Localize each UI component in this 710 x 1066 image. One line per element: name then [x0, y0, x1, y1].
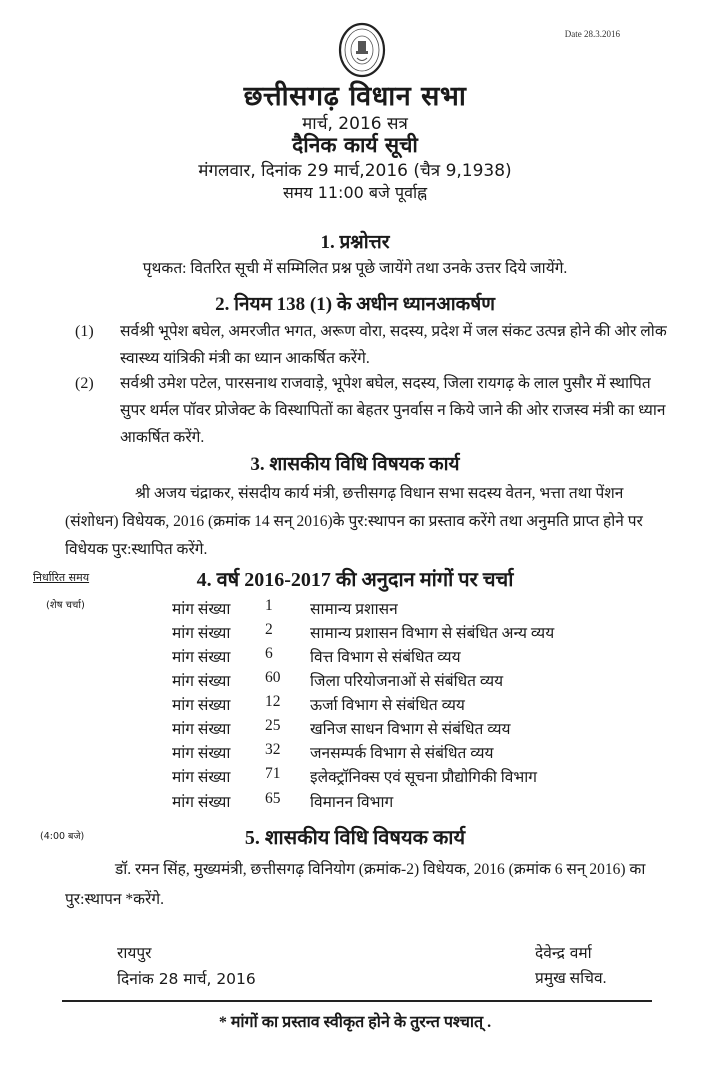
demand-description: ऊर्जा विभाग से संबंधित व्यय	[310, 697, 465, 714]
calling-attention-item: सर्वश्री भूपेश बघेल, अमरजीत भगत, अरूण वोरा, सदस्य, प्रदेश में जल संकट उत्पन्न होने की ओर लोक स्वास्थ्य यांत्रिकी मंत्री का ध्यान आकर्षित करेंगे.	[120, 323, 667, 367]
demand-label: मांग संख्या	[172, 625, 231, 642]
signer-title: प्रमुख सचिव.	[535, 970, 607, 987]
footer-divider	[62, 1000, 652, 1002]
place: रायपुर	[117, 944, 152, 962]
section-5-time: (4:00 बजे)	[40, 831, 85, 842]
demand-description: विमानन विभाग	[310, 794, 394, 811]
section-3-heading: 3. शासकीय विधि विषयक कार्य	[250, 454, 460, 475]
demand-number: 25	[265, 717, 281, 734]
demand-description: जनसम्पर्क विभाग से संबंधित व्यय	[310, 745, 494, 762]
item-number: (2)	[75, 375, 94, 392]
remaining-discussion-note: (शेष चर्चा)	[46, 600, 85, 611]
demand-label: मांग संख्या	[172, 769, 231, 786]
demand-number: 6	[265, 645, 273, 662]
demand-label: मांग संख्या	[172, 697, 231, 714]
section-1-heading: 1. प्रश्नोत्तर	[320, 232, 390, 253]
demand-label: मांग संख्या	[172, 745, 231, 762]
section-1-text: पृथकत: वितरित सूची में सम्मिलित प्रश्न पूछे जायेंगे तथा उनके उत्तर दिये जायेंगे.	[142, 260, 568, 277]
calling-attention-item: सर्वश्री उमेश पटेल, पारसनाथ राजवाड़े, भूपेश बघेल, सदस्य, जिला रायगढ़ के लाल पुसौर में स्थापित सुपर थर्मल पॉवर प्रोजेक्ट के विस्थापितों का बेहतर पुनर्वास न किये जाने की ओर राजस्व मंत्री का ध्यान आकर्षित करेंगे.	[120, 375, 666, 446]
demand-number: 65	[265, 790, 281, 807]
section-5-text: डॉ. रमन सिंह, मुख्यमंत्री, छत्तीसगढ़ विनियोग (क्रमांक-2) विधेयक, 2016 (क्रमांक 6 सन् 2016) का पुर:स्थापन *करेंगे.	[65, 861, 646, 908]
demand-label: मांग संख्या	[172, 673, 231, 690]
demand-number: 71	[265, 765, 281, 782]
assembly-title: छत्तीसगढ़ विधान सभा	[243, 81, 467, 112]
demand-description: सामान्य प्रशासन विभाग से संबंधित अन्य व्यय	[310, 625, 555, 642]
section-4-heading: 4. वर्ष 2016-2017 की अनुदान मांगों पर चर्चा	[196, 569, 514, 591]
demand-description: वित्त विभाग से संबंधित व्यय	[310, 649, 461, 666]
demand-number: 60	[265, 669, 281, 686]
demand-label: मांग संख्या	[172, 601, 231, 618]
demand-description: जिला परियोजनाओं से संबंधित व्यय	[310, 673, 504, 690]
demand-number: 1	[265, 597, 273, 614]
session-label: मार्च, 2016 सत्र	[302, 114, 408, 134]
demand-number: 12	[265, 693, 281, 710]
issue-date: दिनांक 28 मार्च, 2016	[117, 970, 256, 988]
demand-label: मांग संख्या	[172, 721, 231, 738]
sitting-time: समय 11:00 बजे पूर्वाह्न	[282, 183, 428, 202]
demand-description: खनिज साधन विभाग से संबंधित व्यय	[310, 721, 511, 738]
agenda-title: दैनिक कार्य सूची	[292, 133, 418, 157]
section-3-text: श्री अजय चंद्राकर, संसदीय कार्य मंत्री, छत्तीसगढ़ विधान सभा सदस्य वेतन, भत्ता तथा पेंशन (संशोधन) विधेयक, 2016 (क्रमांक 14 सन् 2016)के पुर:स्थापन का प्रस्ताव करेंगे तथा अनुमति प्राप्त होने पर विधेयक पुर:स्थापित करेंगे.	[65, 485, 643, 558]
section-5-heading: 5. शासकीय विधि विषयक कार्य	[244, 827, 466, 849]
sitting-date: मंगलवार, दिनांक 29 मार्च,2016 (चैत्र 9,1938)	[198, 161, 512, 181]
demand-label: मांग संख्या	[172, 794, 231, 811]
demand-description: इलेक्ट्रॉनिक्स एवं सूचना प्रौद्योगिकी विभाग	[310, 769, 538, 786]
date-stamp: Date 28.3.2016	[564, 29, 620, 39]
legislative-assembly-emblem-icon	[338, 22, 386, 84]
demand-number: 2	[265, 621, 273, 638]
section-2-heading: 2. नियम 138 (1) के अधीन ध्यानआकर्षण	[215, 294, 495, 315]
scheduled-time-label: निर्धारित समय	[33, 571, 90, 584]
footnote: * मांगों का प्रस्ताव स्वीकृत होने के तुरन्त पश्चात् .	[218, 1014, 492, 1031]
demand-label: मांग संख्या	[172, 649, 231, 666]
signer-name: देवेन्द्र वर्मा	[535, 944, 592, 962]
demand-description: सामान्य प्रशासन	[310, 601, 398, 618]
demand-number: 32	[265, 741, 281, 758]
item-number: (1)	[75, 323, 94, 340]
